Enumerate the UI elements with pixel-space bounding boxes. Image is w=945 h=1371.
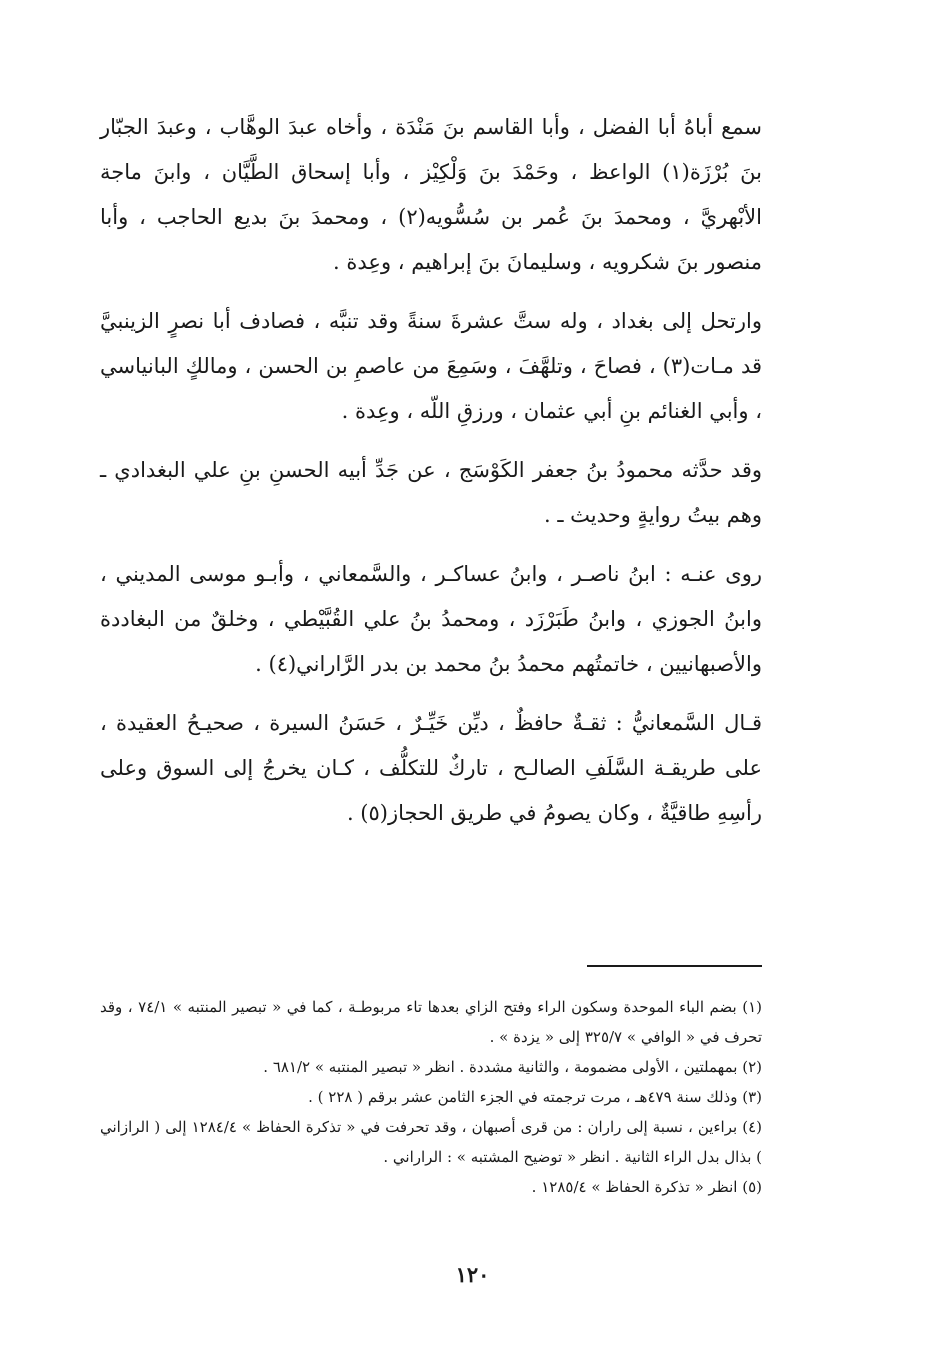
paragraph-teachers: سمع أباهُ أبا الفضل ، وأبا القاسم بنَ مَنْدَة ، وأخاه عبدَ الوهَّاب ، وعبدَ الجبّار بنَ بُرْزَة(١) الواعظ ، وحَمْدَ بنَ وَلْكِيْز ، وأبا إسحاق الطَّيَّان ، وابنَ ماجة الأبْهريَّ ، ومحمدَ بنَ عُمر بن سُسُّويه(٢) ، ومحمدَ بنَ بديع الحاجب ، وأبا منصور بنَ شكرويه ، وسليمانَ بنَ إبراهيم ، وعِدة . [100,115,762,274]
main-text [100,105,762,836]
paragraph-kawsaj: وقد حدَّثه محمودُ بنُ جعفر الكَوْسَج ، عن جَدِّ أبيه الحسنِ بنِ علي البغدادي ـ وهم بيتُ روايةٍ وحديث ـ . [100,458,762,527]
footnote-5: (٥) انظر « تذكرة الحفاظ » ١٢٨٥/٤ . [531,1178,762,1196]
paragraph-students: روى عنـه : ابنُ ناصـر ، وابنُ عساكـر ، والسَّمعاني ، وأبـو موسى المديني ، وابنُ الجوزي ، وابنُ طَبَرْزَد ، ومحمدُ بنُ علي القُبَّيْطي ، وخلقٌ من البغاددة والأصبهانيين ، خاتمتُهم محمدُ بنُ محمد بن بدر الرَّاراني(٤) . [100,562,762,676]
footnote-4: (٤) براءين ، نسبة إلى راران : من قرى أصبهان ، وقد تحرفت في « تذكرة الحفاظ » ١٢٨٤/٤ إلى ( الرازاني ) بذال بدل الراء الثانية . انظر « توضيح المشتبه » : الراراني . [100,1118,762,1166]
footnote-1: (١) بضم الباء الموحدة وسكون الراء وفتح الزاي بعدها تاء مربوطـة ، كما في « تبصير المنتبه » ٧٤/١ ، وقد تحرف في « الوافي » ٣٢٥/٧ إلى « يزدة » . [100,998,762,1046]
footnote-2: (٢) بمهملتين ، الأولى مضمومة ، والثانية مشددة . انظر « تبصير المنتبه » ٦٨١/٢ . [263,1058,762,1076]
footnote-3: (٣) وذلك سنة ٤٧٩هـ ، مرت ترجمته في الجزء الثامن عشر برقم ( ٢٢٨ ) . [308,1088,762,1106]
page-number: ١٢٠ [455,1262,490,1287]
footnote-divider [587,965,762,967]
paragraph-samani-quote: قـال السَّمعانيُّ : ثقـةٌ حافظٌ ، ديِّن خَيِّـرٌ ، حَسَنُ السيرة ، صحيـحُ العقيدة ، على طريقـة السَّلَفِ الصالـح ، تاركٌ للتكلُّف ، كـان يخرجُ إلى السوق وعلى رأسِهِ طاقيَّةٌ ، وكان يصومُ في طريق الحجاز(٥) . [100,711,762,825]
paragraph-baghdad-journey: وارتحل إلى بغداد ، وله ستَّ عشرةَ سنةً وقد تنبَّه ، فصادف أبا نصرٍ الزينبيَّ قد مـات(٣) ، فصاحَ ، وتلهَّفَ ، وسَمِعَ من عاصمِ بن الحسن ، ومالكٍ البانياسي ، وأبي الغنائم بنِ أبي عثمان ، ورزقِ اللّه ، وعِدة . [100,309,763,423]
footnotes [100,992,762,1202]
